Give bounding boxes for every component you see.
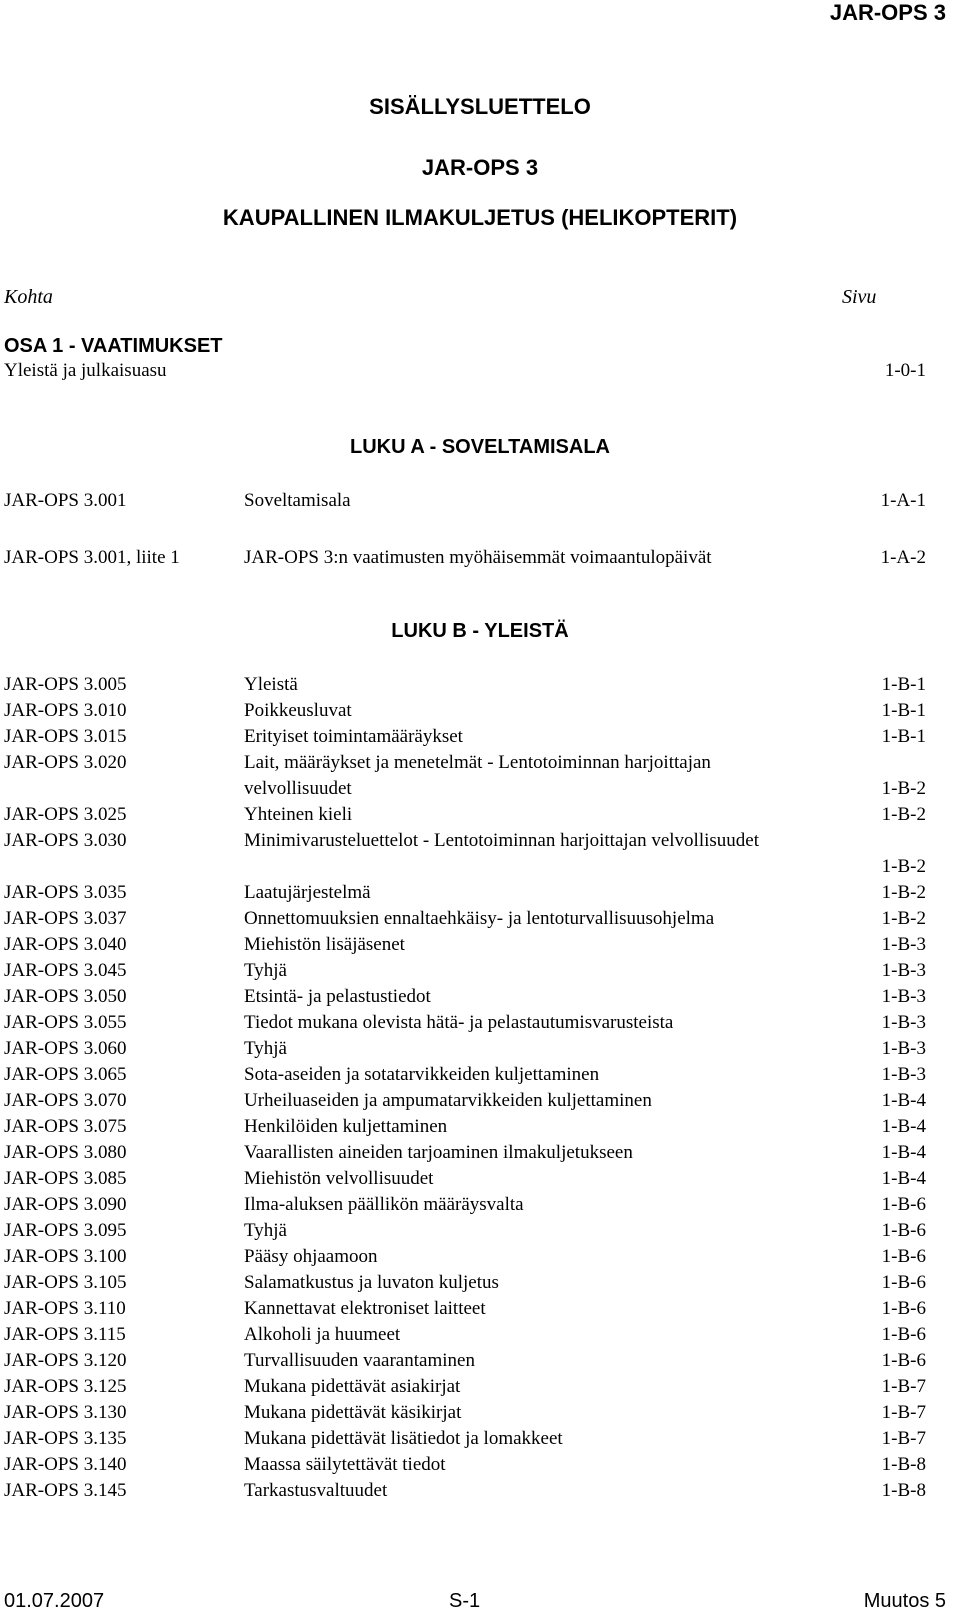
- toc-row-title: Lait, määräykset ja menetelmät - Lentotoiminnan harjoittajan velvollisuudet: [244, 752, 711, 799]
- toc-row-page: 1-B-3: [881, 1038, 926, 1059]
- toc-row-page: 1-B-6: [881, 1350, 926, 1371]
- toc-row-code: JAR-OPS 3.037: [4, 908, 127, 929]
- toc-row-code: JAR-OPS 3.020: [4, 752, 127, 773]
- toc-row-code: JAR-OPS 3.145: [4, 1480, 127, 1501]
- toc-row-code: JAR-OPS 3.095: [4, 1220, 127, 1241]
- toc-row-page: 1-B-1: [881, 674, 926, 695]
- toc-row-code: JAR-OPS 3.100: [4, 1246, 127, 1267]
- part-heading: OSA 1 - VAATIMUKSET: [4, 335, 223, 357]
- toc-row-code: JAR-OPS 3.035: [4, 882, 127, 903]
- toc-row-code: JAR-OPS 3.140: [4, 1454, 127, 1475]
- toc-row-title: Etsintä- ja pelastustiedot: [244, 986, 431, 1007]
- toc-row-code: JAR-OPS 3.001, liite 1: [4, 547, 180, 568]
- toc-row-code: JAR-OPS 3.135: [4, 1428, 127, 1449]
- toc-row-title: Erityiset toimintamääräykset: [244, 726, 463, 747]
- toc-row-page: 1-B-4: [881, 1168, 926, 1189]
- toc-row: [4, 828, 926, 880]
- toc-row-title: Henkilöiden kuljettaminen: [244, 1116, 448, 1137]
- toc-row-code: JAR-OPS 3.120: [4, 1350, 127, 1371]
- toc-row-title: Mukana pidettävät käsikirjat: [244, 1402, 462, 1423]
- toc-row-page: 1-B-4: [881, 1090, 926, 1111]
- chapter-a-heading: LUKU A - SOVELTAMISALA: [350, 436, 610, 458]
- toc-row-page: 1-B-3: [881, 986, 926, 1007]
- toc-row-code: JAR-OPS 3.080: [4, 1142, 127, 1163]
- toc-row-page: 1-B-6: [881, 1272, 926, 1293]
- toc-row-page: 1-B-7: [881, 1402, 926, 1423]
- toc-row-label: Yleistä ja julkaisuasu: [4, 360, 167, 381]
- chapter-b-heading: LUKU B - YLEISTÄ: [391, 620, 569, 642]
- toc-row-code: JAR-OPS 3.060: [4, 1038, 127, 1059]
- toc-row-title: Onnettomuuksien ennaltaehkäisy- ja lentoturvallisuusohjelma: [244, 908, 715, 929]
- toc-row-code: JAR-OPS 3.065: [4, 1064, 127, 1085]
- toc-row-code: JAR-OPS 3.010: [4, 700, 127, 721]
- toc-row-page: 1-A-2: [880, 547, 926, 568]
- toc-row-title: Turvallisuuden vaarantaminen: [244, 1350, 475, 1371]
- toc-row-title: Tyhjä: [244, 1038, 287, 1059]
- toc-row-title: Miehistön velvollisuudet: [244, 1168, 434, 1189]
- toc-row-page: 1-B-2: [881, 804, 926, 825]
- toc-row-page: 1-B-2: [881, 882, 926, 903]
- toc-row-code: JAR-OPS 3.030: [4, 830, 127, 851]
- toc-row-page: 1-B-3: [881, 1012, 926, 1033]
- toc-row-code: JAR-OPS 3.015: [4, 726, 127, 747]
- column-header-page: Sivu: [842, 286, 877, 308]
- toc-row-title: JAR-OPS 3:n vaatimusten myöhäisemmät voimaantulopäivät: [244, 547, 712, 568]
- toc-row-code: JAR-OPS 3.070: [4, 1090, 127, 1111]
- toc-row-title: Mukana pidettävät asiakirjat: [244, 1376, 461, 1397]
- toc-row-code: JAR-OPS 3.075: [4, 1116, 127, 1137]
- toc-row-code: JAR-OPS 3.025: [4, 804, 127, 825]
- toc-row-title: Vaarallisten aineiden tarjoaminen ilmakuljetukseen: [244, 1142, 633, 1163]
- toc-title: SISÄLLYSLUETTELO: [369, 94, 591, 119]
- toc-row-code: JAR-OPS 3.085: [4, 1168, 127, 1189]
- toc-row-title: Soveltamisala: [244, 490, 351, 511]
- toc-row-page: 1-B-2: [881, 856, 926, 877]
- toc-row-code: JAR-OPS 3.115: [4, 1324, 126, 1345]
- footer-date: 01.07.2007: [4, 1590, 105, 1612]
- toc-row-code: JAR-OPS 3.055: [4, 1012, 127, 1033]
- footer-page-number: S-1: [449, 1590, 481, 1612]
- document-subtitle: KAUPALLINEN ILMAKULJETUS (HELIKOPTERIT): [222, 205, 738, 230]
- toc-row-page: 1-B-6: [881, 1194, 926, 1215]
- running-header: JAR-OPS 3: [829, 0, 946, 25]
- toc-row-title: Pääsy ohjaamoon: [244, 1246, 378, 1267]
- toc-row-title: Salamatkustus ja luvaton kuljetus: [244, 1272, 499, 1293]
- toc-row-title: Yleistä: [244, 674, 298, 695]
- toc-row-title: Sota-aseiden ja sotatarvikkeiden kuljettaminen: [244, 1064, 600, 1085]
- toc-row-title: Yhteinen kieli: [244, 804, 353, 825]
- toc-row-page: 1-B-3: [881, 960, 926, 981]
- toc-row-page: 1-B-3: [881, 934, 926, 955]
- toc-row-code: JAR-OPS 3.005: [4, 674, 127, 695]
- toc-row-page: 1-A-1: [880, 490, 926, 511]
- column-header-section: Kohta: [4, 286, 53, 308]
- toc-row-title: Tiedot mukana olevista hätä- ja pelastautumisvarusteista: [244, 1012, 674, 1033]
- toc-row-page: 1-B-8: [881, 1454, 926, 1475]
- toc-row-title: Miehistön lisäjäsenet: [244, 934, 405, 955]
- toc-row-page: 1-B-1: [881, 700, 926, 721]
- toc-row-title: Tyhjä: [244, 960, 287, 981]
- toc-row-page: 1-B-8: [881, 1480, 926, 1501]
- toc-row-title: Mukana pidettävät lisätiedot ja lomakkeet: [244, 1428, 563, 1449]
- toc-row-code: JAR-OPS 3.130: [4, 1402, 127, 1423]
- toc-row-page: 1-B-2: [881, 778, 926, 799]
- toc-row-page: 1-B-4: [881, 1142, 926, 1163]
- toc-row-page: 1-B-6: [881, 1246, 926, 1267]
- toc-row-title: Poikkeusluvat: [244, 700, 352, 721]
- toc-row-code: JAR-OPS 3.110: [4, 1298, 126, 1319]
- toc-row-title: Laatujärjestelmä: [244, 882, 371, 903]
- toc-row-page: 1-B-7: [881, 1428, 926, 1449]
- toc-row-code: JAR-OPS 3.040: [4, 934, 127, 955]
- toc-row-title: Urheiluaseiden ja ampumatarvikkeiden kuljettaminen: [244, 1090, 652, 1111]
- document-title: JAR-OPS 3: [421, 155, 539, 180]
- toc-row-code: JAR-OPS 3.001: [4, 490, 127, 511]
- toc-row-page: 1-B-1: [881, 726, 926, 747]
- toc-row-title: Maassa säilytettävät tiedot: [244, 1454, 446, 1475]
- toc-row-title: Tarkastusvaltuudet: [244, 1480, 388, 1501]
- toc-row: [4, 750, 926, 802]
- footer-amendment: Muutos 5: [863, 1590, 946, 1612]
- toc-row-page: 1-B-2: [881, 908, 926, 929]
- toc-row-code: JAR-OPS 3.050: [4, 986, 127, 1007]
- toc-row-title: Alkoholi ja huumeet: [244, 1324, 401, 1345]
- toc-row-page: 1-0-1: [884, 360, 926, 381]
- toc-row-page: 1-B-3: [881, 1064, 926, 1085]
- toc-row-page: 1-B-7: [881, 1376, 926, 1397]
- toc-row-page: 1-B-6: [881, 1324, 926, 1345]
- toc-row-page: 1-B-4: [881, 1116, 926, 1137]
- toc-row-page: 1-B-6: [881, 1220, 926, 1241]
- toc-row-code: JAR-OPS 3.045: [4, 960, 127, 981]
- toc-row-code: JAR-OPS 3.125: [4, 1376, 127, 1397]
- toc-row-code: JAR-OPS 3.105: [4, 1272, 127, 1293]
- toc-row-title: Minimivarusteluettelot - Lentotoiminnan harjoittajan velvollisuudet: [244, 830, 760, 851]
- toc-row-title: Tyhjä: [244, 1220, 287, 1241]
- toc-row-code: JAR-OPS 3.090: [4, 1194, 127, 1215]
- toc-row-title: Kannettavat elektroniset laitteet: [244, 1298, 486, 1319]
- toc-row-page: 1-B-6: [881, 1298, 926, 1319]
- toc-row-title: Ilma-aluksen päällikön määräysvalta: [244, 1194, 524, 1215]
